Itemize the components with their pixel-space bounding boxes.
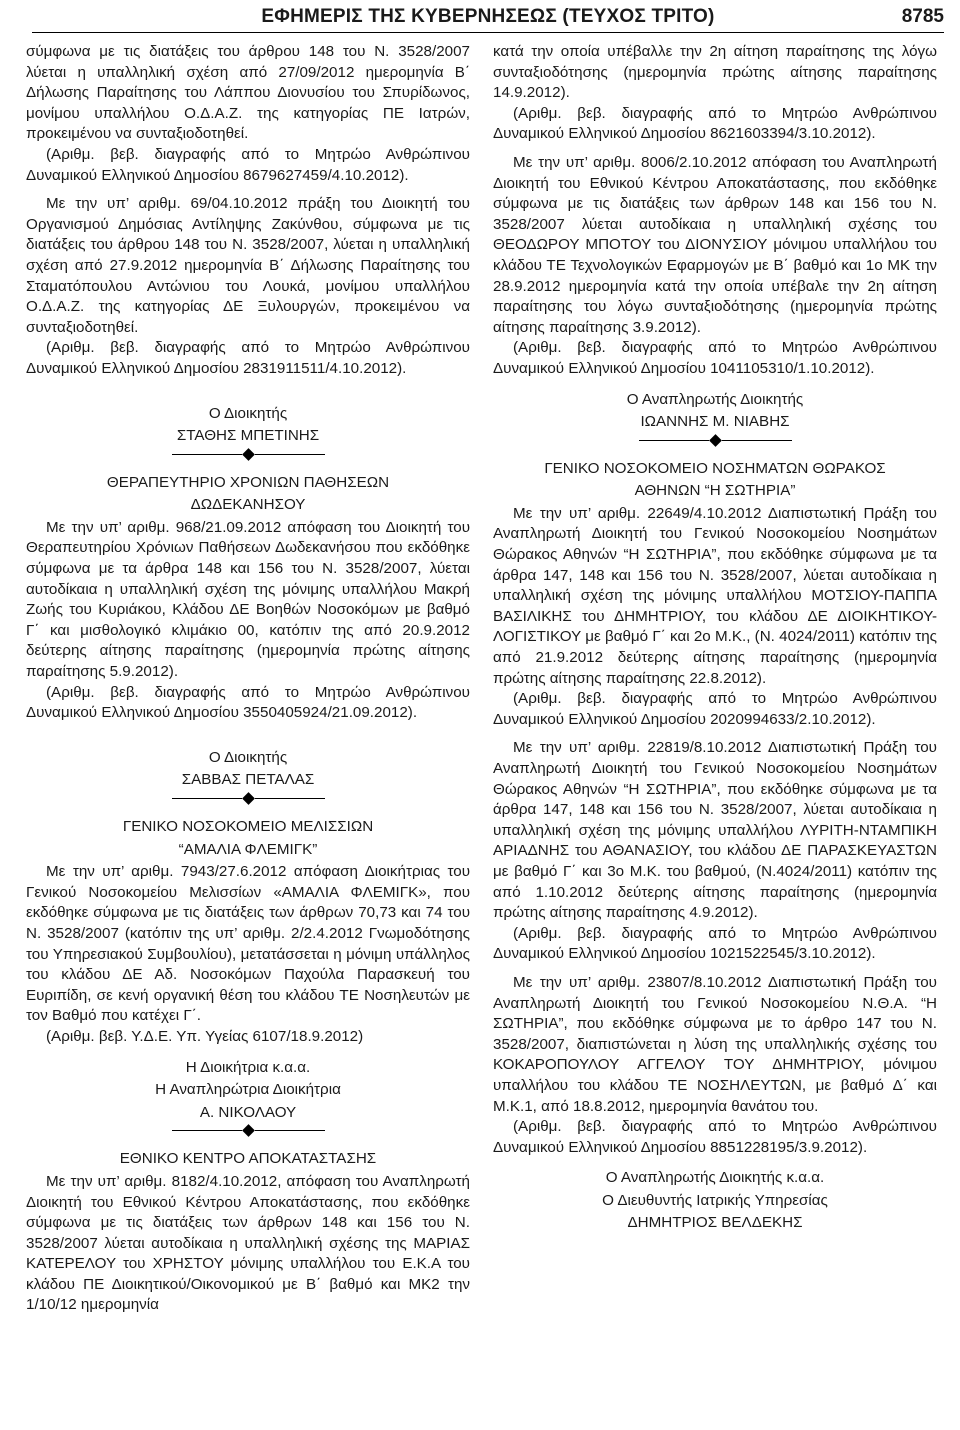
section-heading: “ΑΜΑΛΙΑ ΦΛΕΜΙΓΚ” [178, 840, 318, 858]
signature-name: ΙΩΑΝΝΗΣ Μ. ΝΙΑΒΗΣ [640, 413, 790, 431]
diamond-icon [242, 1124, 255, 1137]
separator [26, 794, 470, 803]
signature-name: ΣΑΒΒΑΣ ΠΕΤΑΛΑΣ [181, 771, 315, 789]
signature-role: Ο Αναπληρωτής Διοικητής κ.α.α. [605, 1169, 825, 1187]
page-header [32, 2, 944, 33]
section-heading: ΔΩΔΕΚΑΝΗΣΟΥ [190, 496, 306, 514]
paragraph: Με την υπ’ αριθμ. 968/21.09.2012 απόφαση του Διοικητή του Θεραπευτηρίου Χρόνιων Παθήσεων Δωδεκανήσου που εκδόθηκε σύμφωνα με τα άρθρα 148 και 156 του Ν. 3528/2007, λύεται αυτοδίκαια η υπαλληλική σχέση της μόνιμης υπαλλήλου Μακρή Ζωής του Κυριάκου, Κλάδου ΔΕ Βοηθών Νοσοκόμων με βαθμό Γ΄ και μισθολογικό κλιμάκιο 00, κατόπιν της από 20.9.2012 δεύτερης αίτησης παραίτησης (ημερομηνία πρώτης αίτησης παραίτησης 5.9.2012). [26, 518, 470, 681]
journal-title: ΕΦΗΜΕΡΙΣ ΤΗΣ ΚΥΒΕΡΝΗΣΕΩΣ (ΤΕΥΧΟΣ ΤΡΙΤΟ) [261, 6, 715, 27]
right-column [493, 42, 937, 1236]
left-column [26, 42, 470, 1316]
signature-role: Ο Διευθυντής Ιατρικής Υπηρεσίας [602, 1191, 828, 1209]
paragraph: (Αριθμ. βεβ. Υ.Δ.Ε. Υπ. Υγείας 6107/18.9.2012) [46, 1027, 364, 1045]
paragraph: (Αριθμ. βεβ. διαγραφής από το Μητρώο Ανθρώπινου Δυναμικού Ελληνικού Δημοσίου 8621603394/3.10.2012). [493, 104, 937, 143]
diamond-icon [242, 448, 255, 461]
paragraph: (Αριθμ. βεβ. διαγραφής από το Μητρώο Ανθρώπινου Δυναμικού Ελληνικού Δημοσίου 1041105310/1.10.2012). [493, 339, 937, 377]
paragraph: Με την υπ’ αριθμ. 22819/8.10.2012 Διαπιστωτική Πράξη του Αναπληρωτή Διοικητή του Γενικού Νοσοκομείου Νοσημάτων Θώρακος Αθηνών “Η ΣΩΤΗΡΙΑ”, που εκδόθηκε σύμφωνα με τα άρθρα 147, 148 και 156 του Ν. 3528/2007, λύεται αυτοδίκαια η υπαλληλική σχέση της μόνιμης υπαλλήλου ΛΥΡΙΤΗ-ΝΤΑΜΠΙΚΗ ΑΡΙΑΔΝΗΣ του ΑΘΑΝΑΣΙΟΥ, του κλάδου ΔΕ ΠΑΡΑΣΚΕΥΑΣΤΩΝ με βαθμό Γ΄ και 3ο Μ.Κ. του βαθμού, (Ν.4024/2011) κατόπιν της από 1.10.2012 δεύτερης αίτησης παραίτησης (ημερομηνία πρώτης αίτησης παραίτησης 4.9.2012). [493, 739, 937, 922]
paragraph: σύμφωνα με τις διατάξεις του άρθρου 148 του Ν. 3528/2007 λύεται η υπαλληλική σχέση από 27/09/2012 ημερομηνία Β΄ Δήλωσης Παραίτησης του Λάππου Διονυσίου του Σπυρίδωνος, μονίμου υπαλλήλου Ο.Δ.Α.Ζ. της κατηγορίας ΠΕ Ιατρών, προκειμένου να συνταξιοδοτηθεί. [26, 43, 470, 143]
signature-name: Α. ΝΙΚΟΛΑΟΥ [199, 1103, 297, 1121]
section-heading: ΓΕΝΙΚΟ ΝΟΣΟΚΟΜΕΙΟ ΝΟΣΗΜΑΤΩΝ ΘΩΡΑΚΟΣ [544, 459, 886, 477]
section-heading: ΑΘΗΝΩΝ “Η ΣΩΤΗΡΙΑ” [634, 482, 796, 500]
separator [26, 450, 470, 459]
paragraph: Με την υπ’ αριθμ. 8182/4.10.2012, απόφαση του Αναπληρωτή Διοικητή του Εθνικού Κέντρου Αποκατάστασης, που εκδόθηκε σύμφωνα με τις διατάξεις των άρθρων 148 και 156 του Ν. 3528/2007 λύεται αυτοδίκαια η υπαλληλική σχέσης της ΜΑΡΙΑΣ ΚΑΤΕΡΕΛΟΥ του ΧΡΗΣΤΟΥ μόνιμης υπαλλήλου του Ε.Κ.Α του κλάδου ΠΕ Διοικητικού/Οικονομικού με Β΄ βαθμό και ΜΚ2 την 1/10/12 ημερομηνία [26, 1172, 470, 1314]
paragraph: (Αριθμ. βεβ. διαγραφής από το Μητρώο Ανθρώπινου Δυναμικού Ελληνικού Δημοσίου 8679627459/4.10.2012). [26, 145, 470, 184]
separator [493, 436, 937, 445]
diamond-icon [242, 792, 255, 805]
paragraph: (Αριθμ. βεβ. διαγραφής από το Μητρώο Ανθρώπινου Δυναμικού Ελληνικού Δημοσίου 3550405924/21.09.2012). [26, 683, 470, 722]
signature-role: Ο Διοικητής [208, 748, 288, 766]
separator [26, 1126, 470, 1135]
signature-role: Ο Αναπληρωτής Διοικητής [626, 390, 804, 408]
signature-role: Η Αναπληρώτρια Διοικήτρια [155, 1081, 341, 1099]
paragraph: Με την υπ’ αριθμ. 69/04.10.2012 πράξη του Διοικητή του Οργανισμού Δημόσιας Αντίληψης Ζακύνθου, σύμφωνα με τις διατάξεις του άρθρου 148 του Ν. 3528/2007, λύεται η υπαλληλική σχέση από 27.9.2012 ημερομηνία Β΄ Δήλωσης Παραίτησης του Σταματόπουλου Αντώνιου του Λουκά, μονίμου υπαλλήλου Ο.Δ.Α.Ζ. της κατηγορίας ΔΕ Ξυλουργών, προκειμένου να συνταξιοδοτηθεί. [26, 195, 470, 336]
section-heading: ΓΕΝΙΚΟ ΝΟΣΟΚΟΜΕΙΟ ΜΕΛΙΣΣΙΩΝ [122, 818, 374, 835]
paragraph: Με την υπ’ αριθμ. 8006/2.10.2012 απόφαση του Αναπληρωτή Διοικητή του Εθνικού Κέντρου Αποκατάστασης, που εκδόθηκε σύμφωνα με τις διατάξεις των άρθρων 148 και 156 του Ν. 3528/2007 λύεται αυτοδίκαια η υπαλληλική σχέσης του ΘΕΟΔΩΡΟΥ ΜΠΟΤΟΥ του ΔΙΟΝΥΣΙΟΥ μόνιμου υπαλλήλου του κλάδου ΤΕ Τεχνολογικών Εφαρμογών με Β΄ βαθμό και 1ο ΜΚ την 28.9.2012 ημερομηνία κατά την οποία υπέβαλε την 2η αίτηση παραίτησης του λόγω συνταξιοδότησης (ημερομηνία πρώτης αίτησης παραίτησης 3.9.2012). [493, 153, 937, 336]
paragraph: (Αριθμ. βεβ. διαγραφής από το Μητρώο Ανθρώπινου Δυναμικού Ελληνικού Δημοσίου 1021522545/3.10.2012). [493, 924, 937, 963]
signature-name: ΣΤΑΘΗΣ ΜΠΕΤΙΝΗΣ [176, 427, 320, 445]
paragraph: Με την υπ’ αριθμ. 22649/4.10.2012 Διαπιστωτική Πράξη του Αναπληρωτή Διοικητή του Γενικού Νοσοκομείου Νοσημάτων Θώρακος Αθηνών “Η ΣΩΤΗΡΙΑ”, που εκδόθηκε σύμφωνα με τα άρθρα 147, 148 και 156 του Ν. 3528/2007, λύεται αυτοδίκαια η υπαλληλική σχέση της μόνιμης υπαλλήλου ΜΟΤΣΙΟΥ-ΠΑΠΠΑ ΒΑΣΙΛΙΚΗΣ του ΔΗΜΗΤΡΙΟΥ, του κλάδου ΔΕ ΔΙΟΙΚΗΤΙΚΟΥ-ΛΟΓΙΣΤΙΚΟΥ με βαθμό Γ΄ και 2ο Μ.Κ., (Ν. 4024/2011) κατόπιν της από 21.9.2012 δεύτερης αίτησης παραίτησης (ημερομηνία πρώτης αίτησης παραίτησης 22.8.2012). [493, 504, 937, 687]
section-heading: ΘΕΡΑΠΕΥΤΗΡΙΟ ΧΡΟΝΙΩΝ ΠΑΘΗΣΕΩΝ [106, 473, 390, 491]
section-heading: ΕΘΝΙΚΟ ΚΕΝΤΡΟ ΑΠΟΚΑΤΑΣΤΑΣΗΣ [119, 1150, 377, 1168]
paragraph: (Αριθμ. βεβ. διαγραφής από το Μητρώο Ανθρώπινου Δυναμικού Ελληνικού Δημοσίου 2831911511/4.10.2012). [26, 339, 470, 377]
paragraph: Με την υπ’ αριθμ. 23807/8.10.2012 Διαπιστωτική Πράξη του Αναπληρωτή Διοικητή του Γενικού Νοσοκομείου Ν.Θ.Α. “Η ΣΩΤΗΡΙΑ”, που εκδόθηκε σύμφωνα με το άρθρο 147 του Ν. 3528/2007, διαπιστώνεται η λύση της υπαλληλικής σχέσης του ΚΟΚΑΡΟΠΟΥΛΟΥ ΑΓΓΕΛΟΥ ΤΟΥ ΔΗΜΗΤΡΙΟΥ, μόνιμου υπαλλήλου του κλάδου ΤΕ ΝΟΣΗΛΕΥΤΩΝ, με βαθμό Δ΄ και Μ.Κ.1, από 18.8.2012, ημερομηνία θανάτου του. [493, 973, 937, 1115]
diamond-icon [709, 434, 722, 447]
paragraph: (Αριθμ. βεβ. διαγραφής από το Μητρώο Ανθρώπινου Δυναμικού Ελληνικού Δημοσίου 2020994633/2.10.2012). [493, 690, 937, 728]
signature-name: ΔΗΜΗΤΡΙΟΣ ΒΕΛΔΕΚΗΣ [627, 1214, 803, 1232]
paragraph: κατά την οποία υπέβαλλε την 2η αίτηση παραίτησης της λόγω συνταξιοδότησης (ημερομηνία πρώτης αίτησης παραίτησης 14.9.2012). [493, 43, 937, 102]
signature-role: Η Διοικήτρια κ.α.α. [185, 1058, 311, 1076]
paragraph: Με την υπ’ αριθμ. 7943/27.6.2012 απόφαση Διοικήτριας του Γενικού Νοσοκομείου Μελισσίων «ΑΜΑΛΙΑ ΦΛΕΜΙΓΚ», που εκδόθηκε σύμφωνα με τις διατάξεις των άρθρων 70,73 και 74 του Ν. 3528/2007 (κατόπιν της υπ’ αριθμ. 2/2.4.2012 Γνωμοδότησης του Υπηρεσιακού Συμβουλίου), μετατάσσεται η μόνιμη υπάλληλος του κλάδου ΔΕ Αδ. Νοσοκόμων Παχούλα Παρασκευή του Ευριπίδη, σε κενή οργανική θέση του κλάδου ΤΕ Νοσηλευτών με τον Βαθμό που κατέχει Γ΄. [26, 863, 470, 1025]
paragraph: (Αριθμ. βεβ. διαγραφής από το Μητρώο Ανθρώπινου Δυναμικού Ελληνικού Δημοσίου 8851228195/3.9.2012). [493, 1118, 937, 1156]
signature-role: Ο Διοικητής [208, 404, 288, 422]
page-number: 8785 [901, 6, 944, 27]
